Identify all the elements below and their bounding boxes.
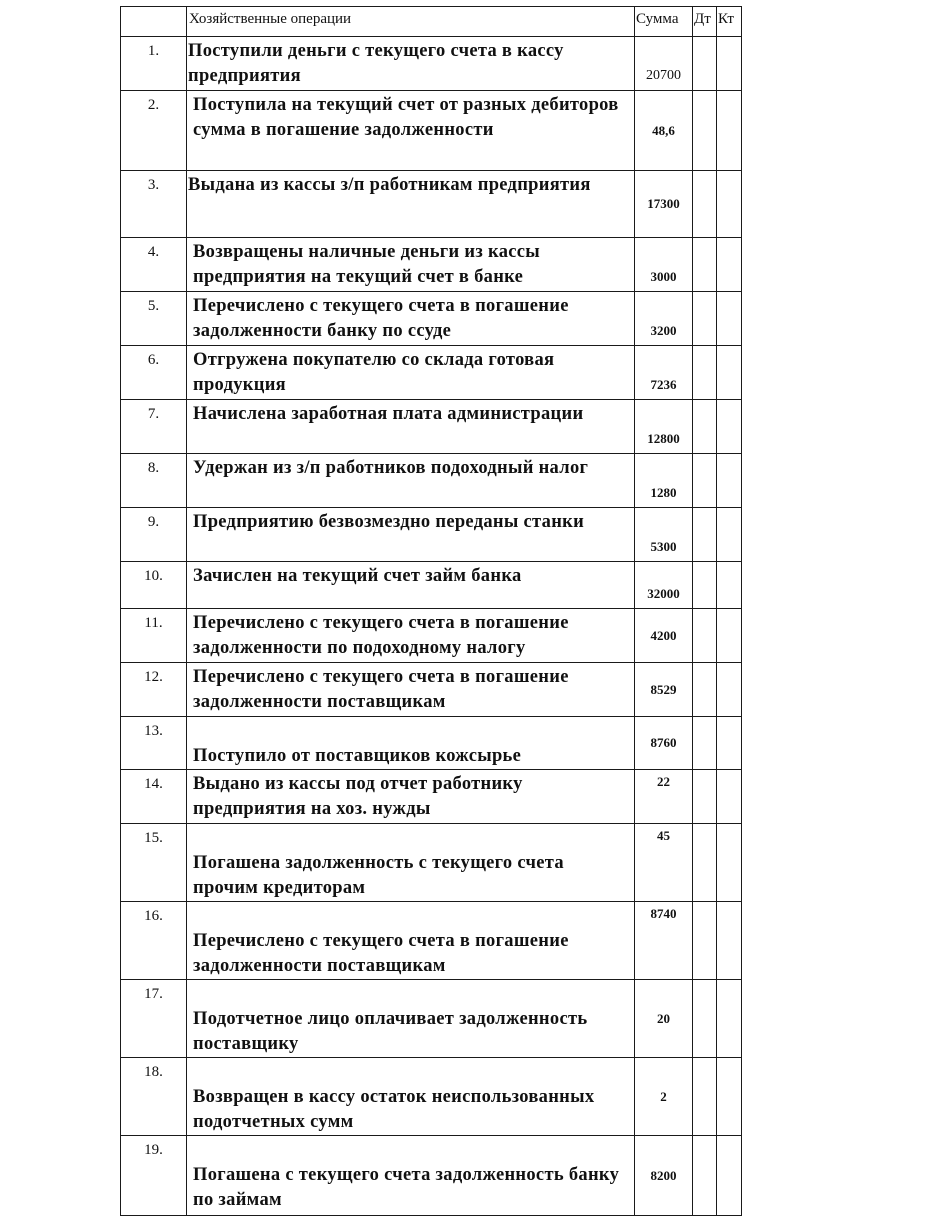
row-number: 15.: [121, 824, 187, 902]
debit-cell[interactable]: [693, 609, 717, 663]
operations-table: [120, 6, 742, 1216]
debit-cell[interactable]: [693, 770, 717, 824]
amount-cell: 20: [635, 980, 693, 1058]
spacer: [193, 904, 632, 929]
debit-cell[interactable]: [693, 346, 717, 400]
operation-text: [187, 717, 635, 770]
operation-text: Поступили деньги с текущего счета в кассу предприятия: [187, 37, 635, 91]
amount-cell: 8529: [635, 663, 693, 717]
table-row: [121, 562, 742, 609]
header-operation: Хозяйственные операции: [187, 7, 635, 37]
amount-cell: 3200: [635, 292, 693, 346]
credit-cell[interactable]: [717, 609, 742, 663]
row-number: 7.: [121, 400, 187, 454]
debit-cell[interactable]: [693, 824, 717, 902]
credit-cell[interactable]: [717, 562, 742, 609]
debit-cell[interactable]: [693, 717, 717, 770]
table-row: [121, 824, 742, 902]
operation-text-inner: Перечислено с текущего счета в погашение задолженности поставщикам: [193, 931, 569, 976]
credit-cell[interactable]: [717, 1058, 742, 1136]
debit-cell[interactable]: [693, 171, 717, 238]
spacer: [193, 982, 632, 1007]
credit-cell[interactable]: [717, 37, 742, 91]
amount-cell: 17300: [635, 171, 693, 238]
credit-cell[interactable]: [717, 171, 742, 238]
amount-cell: 3000: [635, 238, 693, 292]
header-credit: Кт: [717, 7, 742, 37]
row-number: 2.: [121, 91, 187, 171]
operation-text: [187, 902, 635, 980]
row-number: 19.: [121, 1136, 187, 1216]
operation-text: [187, 1058, 635, 1136]
table-row: [121, 454, 742, 508]
operation-text: Поступила на текущий счет от разных дебиторов сумма в погашение задолженности: [187, 91, 635, 171]
debit-cell[interactable]: [693, 508, 717, 562]
row-number: 1.: [121, 37, 187, 91]
credit-cell[interactable]: [717, 454, 742, 508]
operation-text: Предприятию безвозмездно переданы станки: [187, 508, 635, 562]
operation-text: [187, 1136, 635, 1216]
operation-text: Возвращены наличные деньги из кассы предприятия на текущий счет в банке: [187, 238, 635, 292]
table-row: [121, 717, 742, 770]
table-row: [121, 238, 742, 292]
row-number: 18.: [121, 1058, 187, 1136]
credit-cell[interactable]: [717, 980, 742, 1058]
amount-cell: 4200: [635, 609, 693, 663]
credit-cell[interactable]: [717, 346, 742, 400]
operation-text-inner: Погашена с текущего счета задолженность банку по займам: [193, 1165, 620, 1210]
header-debit: Дт: [693, 7, 717, 37]
debit-cell[interactable]: [693, 980, 717, 1058]
amount-cell: 22: [635, 770, 693, 824]
table-row: [121, 770, 742, 824]
operation-text: Зачислен на текущий счет займ банка: [187, 562, 635, 609]
operation-text-inner: Выдана из кассы з/п работникам предприятия: [188, 175, 591, 195]
table-row: [121, 902, 742, 980]
table-row: [121, 400, 742, 454]
operations-sheet: [120, 6, 741, 1216]
debit-cell[interactable]: [693, 37, 717, 91]
amount-cell: 5300: [635, 508, 693, 562]
row-number: 14.: [121, 770, 187, 824]
row-number: 17.: [121, 980, 187, 1058]
header-amount: Сумма: [635, 7, 693, 37]
debit-cell[interactable]: [693, 1136, 717, 1216]
table-row: [121, 37, 742, 91]
operation-text-inner: Возвращен в кассу остаток неиспользованных подотчетных сумм: [193, 1087, 595, 1132]
credit-cell[interactable]: [717, 717, 742, 770]
table-row: [121, 346, 742, 400]
row-number: 4.: [121, 238, 187, 292]
table-row: [121, 609, 742, 663]
credit-cell[interactable]: [717, 902, 742, 980]
debit-cell[interactable]: [693, 902, 717, 980]
amount-cell: 32000: [635, 562, 693, 609]
operation-text-inner: Подотчетное лицо оплачивает задолженность поставщику: [193, 1009, 588, 1054]
operation-text: Выдано из кассы под отчет работнику предприятия на хоз. нужды: [187, 770, 635, 824]
amount-cell: 20700: [635, 37, 693, 91]
row-number: 10.: [121, 562, 187, 609]
table-row: [121, 1136, 742, 1216]
debit-cell[interactable]: [693, 91, 717, 171]
header-row: [121, 7, 742, 37]
table-row: [121, 663, 742, 717]
amount-cell: 1280: [635, 454, 693, 508]
table-row: [121, 91, 742, 171]
row-number: 5.: [121, 292, 187, 346]
row-number: 3.: [121, 171, 187, 238]
row-number: 11.: [121, 609, 187, 663]
credit-cell[interactable]: [717, 508, 742, 562]
debit-cell[interactable]: [693, 1058, 717, 1136]
credit-cell[interactable]: [717, 292, 742, 346]
operation-text-inner: Поступило от поставщиков кожсырье: [193, 746, 522, 766]
spacer: [193, 1060, 632, 1085]
row-number: 12.: [121, 663, 187, 717]
debit-cell[interactable]: [693, 238, 717, 292]
amount-cell: 48,6: [635, 91, 693, 171]
spacer: [193, 719, 632, 744]
credit-cell[interactable]: [717, 770, 742, 824]
credit-cell[interactable]: [717, 663, 742, 717]
operation-text: Перечислено с текущего счета в погашение задолженности банку по ссуде: [187, 292, 635, 346]
table-row: [121, 292, 742, 346]
amount-cell: 7236: [635, 346, 693, 400]
operation-text: Начислена заработная плата администрации: [187, 400, 635, 454]
amount-cell: 8200: [635, 1136, 693, 1216]
row-number: 9.: [121, 508, 187, 562]
debit-cell[interactable]: [693, 400, 717, 454]
debit-cell[interactable]: [693, 292, 717, 346]
amount-cell: 8760: [635, 717, 693, 770]
debit-cell[interactable]: [693, 562, 717, 609]
operation-text: Перечислено с текущего счета в погашение задолженности по подоходному налогу: [187, 609, 635, 663]
header-number: [121, 7, 187, 37]
amount-cell: 8740: [635, 902, 693, 980]
credit-cell[interactable]: [717, 91, 742, 171]
operation-text: Удержан из з/п работников подоходный налог: [187, 454, 635, 508]
operation-text: [187, 171, 635, 238]
operation-text-inner: Погашена задолженность с текущего счета прочим кредиторам: [193, 853, 564, 898]
debit-cell[interactable]: [693, 663, 717, 717]
row-number: 13.: [121, 717, 187, 770]
credit-cell[interactable]: [717, 1136, 742, 1216]
credit-cell[interactable]: [717, 824, 742, 902]
table-row: [121, 1058, 742, 1136]
debit-cell[interactable]: [693, 454, 717, 508]
operation-text: [187, 980, 635, 1058]
table-row: [121, 980, 742, 1058]
credit-cell[interactable]: [717, 400, 742, 454]
row-number: 6.: [121, 346, 187, 400]
operation-text: Отгружена покупателю со склада готовая продукция: [187, 346, 635, 400]
credit-cell[interactable]: [717, 238, 742, 292]
table-row: [121, 171, 742, 238]
spacer: [193, 826, 632, 851]
operation-text: [187, 824, 635, 902]
operation-text: Перечислено с текущего счета в погашение задолженности поставщикам: [187, 663, 635, 717]
amount-cell: 45: [635, 824, 693, 902]
spacer: [193, 1138, 632, 1163]
amount-cell: 2: [635, 1058, 693, 1136]
row-number: 8.: [121, 454, 187, 508]
table-row: [121, 508, 742, 562]
row-number: 16.: [121, 902, 187, 980]
amount-cell: 12800: [635, 400, 693, 454]
